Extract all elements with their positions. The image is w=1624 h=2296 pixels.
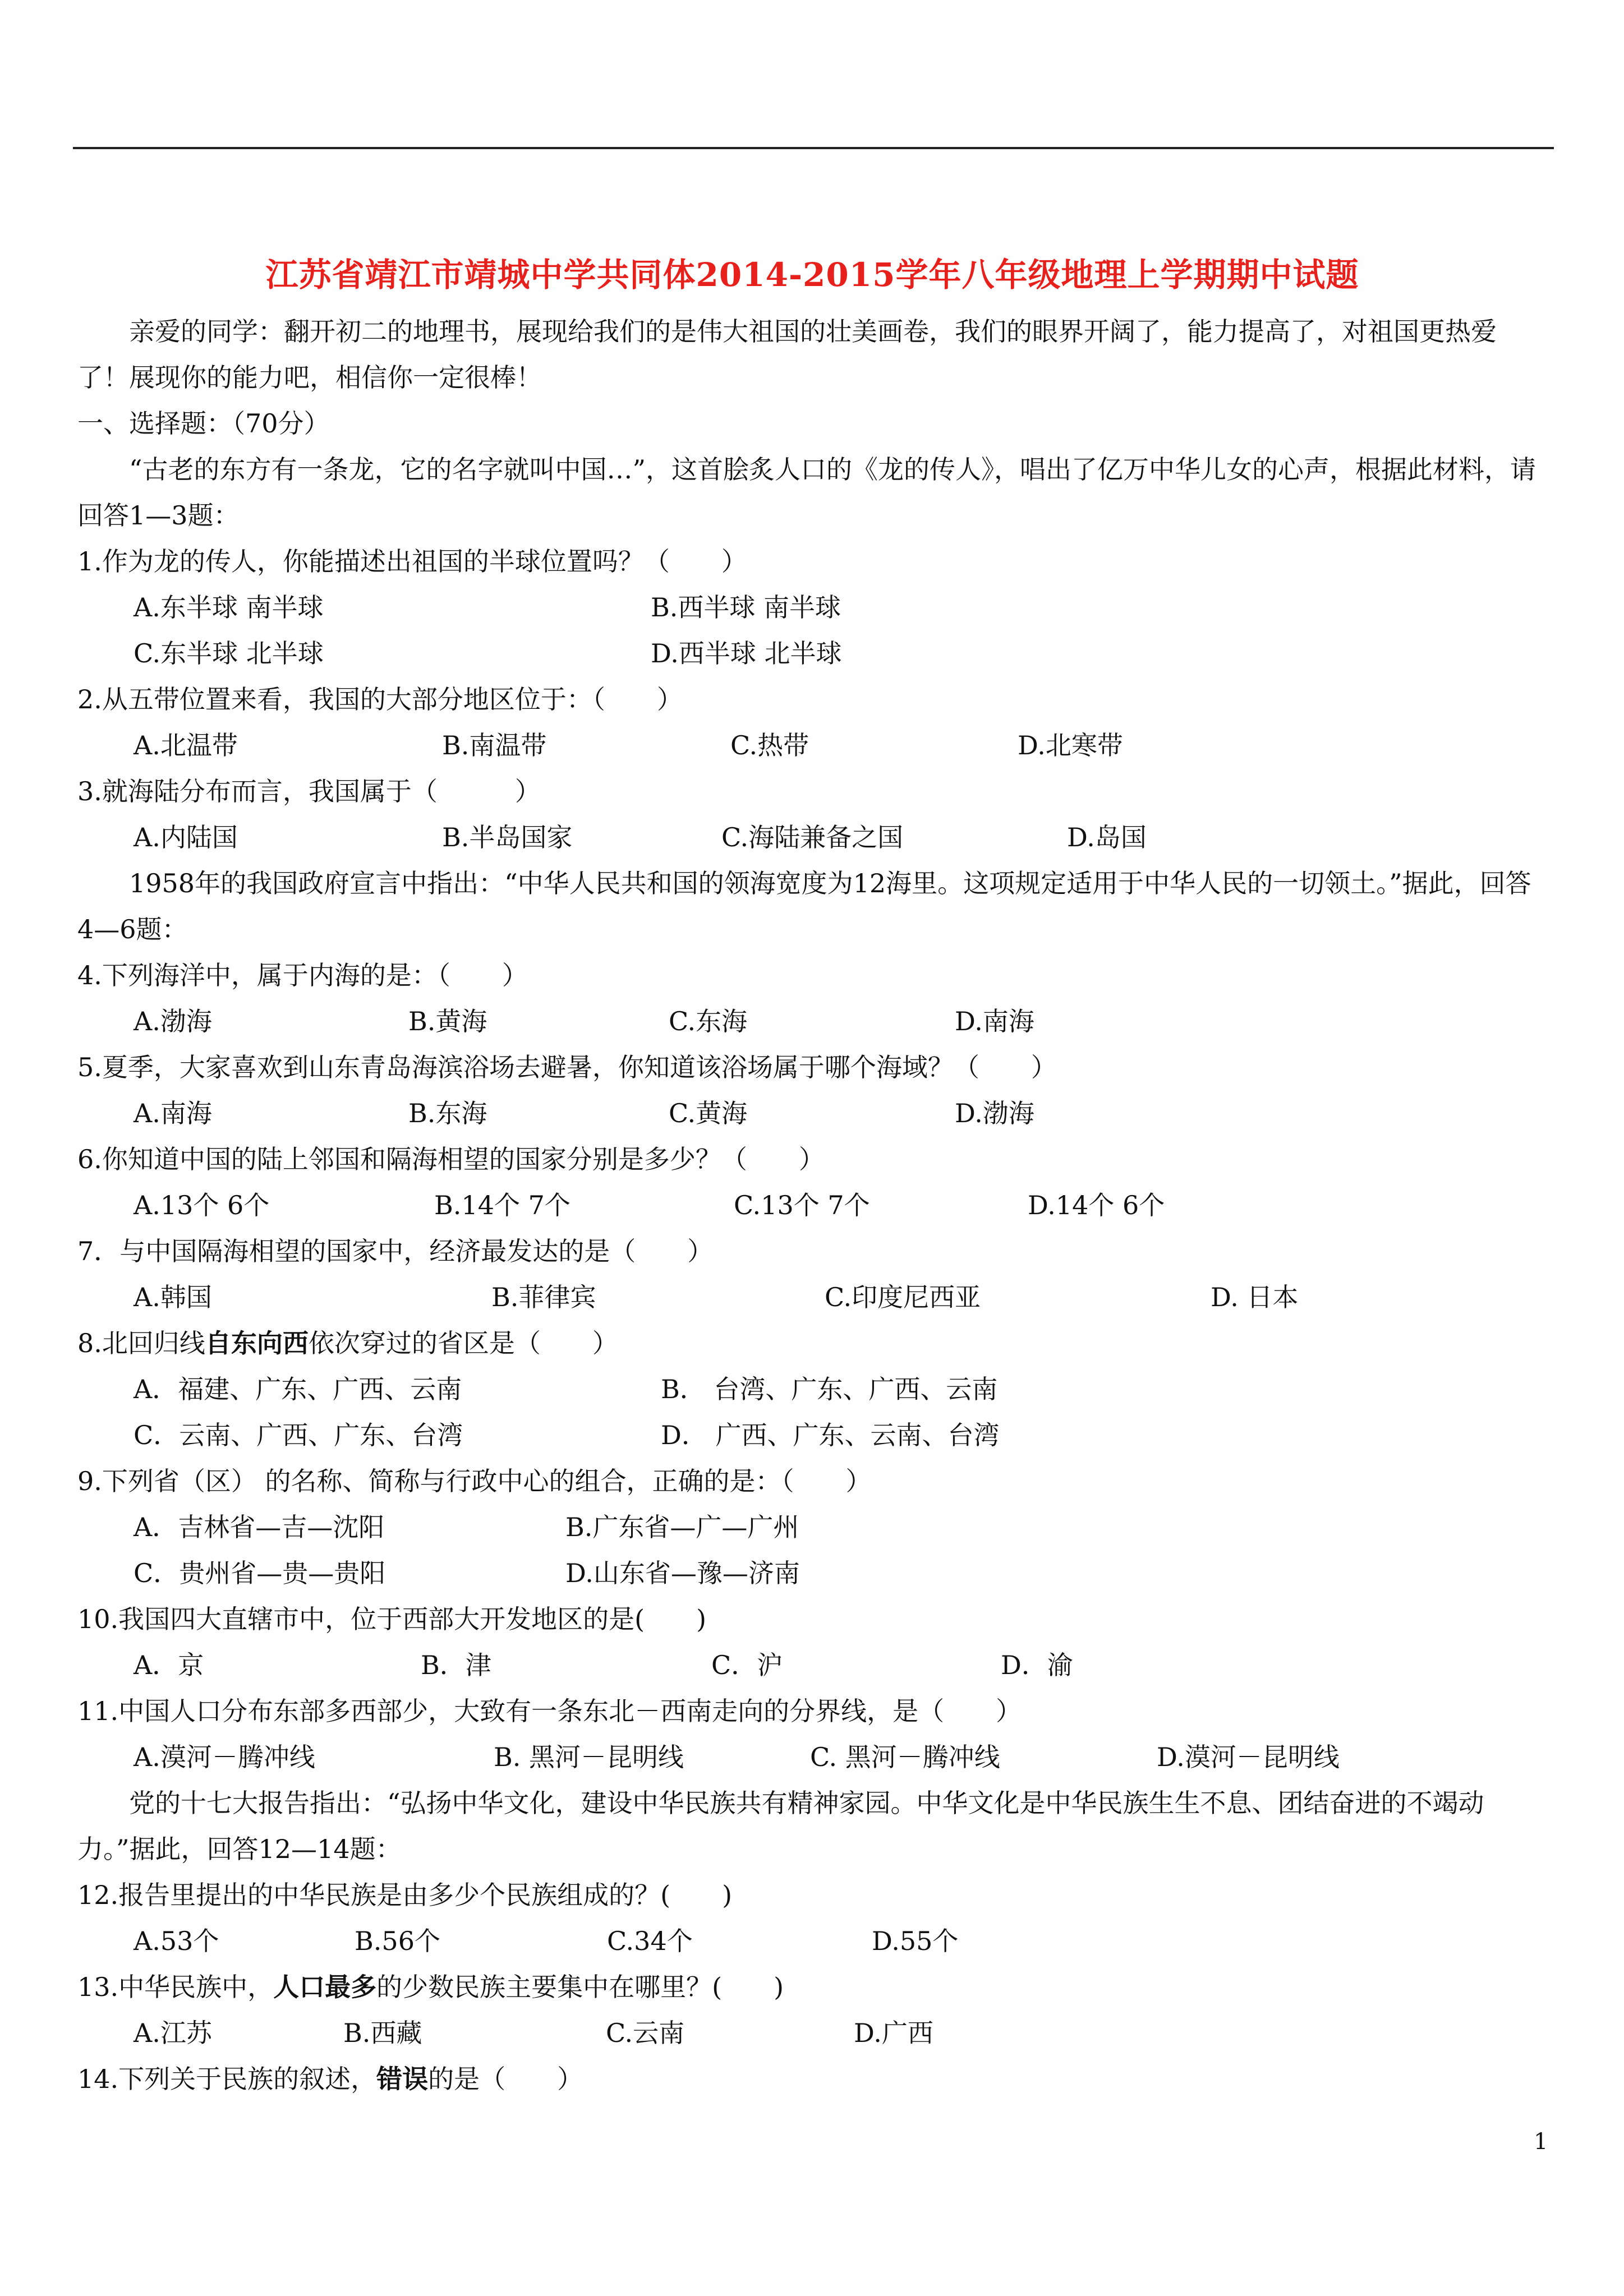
option-d: D.14个 6个 — [1028, 1190, 1165, 1220]
question-14: 14.下列关于民族的叙述，错误的是（ ） — [77, 2064, 583, 2094]
question-11-options — [77, 1734, 1547, 1780]
question-5: 5.夏季，大家喜欢到山东青岛海滨浴场去避暑，你知道该浴场属于哪个海域？（ ） — [77, 1052, 1057, 1082]
question-3: 3.就海陆分布而言，我国属于（ ） — [77, 776, 541, 806]
option-b: B. 黑河－昆明线 — [494, 1742, 684, 1772]
option-a: A．吉林省—吉—沈阳 — [134, 1512, 385, 1542]
option-b: B． 台湾、广东、广西、云南 — [661, 1374, 998, 1404]
question-9-options-row1 — [77, 1504, 1547, 1550]
question-9-options-row2 — [77, 1550, 1547, 1596]
option-c: C．云南、广西、广东、台湾 — [134, 1420, 463, 1450]
option-c: C.东海 — [669, 1006, 748, 1036]
option-b: B.东海 — [408, 1098, 487, 1128]
question-2-options — [77, 722, 1547, 768]
question-1-options-row1 — [77, 584, 1547, 630]
section-heading: 一、选择题：（70分） — [77, 408, 330, 439]
option-c: C.印度尼西亚 — [825, 1282, 981, 1312]
option-b: B.西藏 — [343, 2018, 422, 2048]
option-a: A.江苏 — [134, 2018, 212, 2048]
option-b: B.菲律宾 — [491, 1282, 596, 1312]
option-a: A.内陆国 — [134, 822, 238, 852]
question-4-options — [77, 998, 1547, 1044]
option-a: A．京 — [134, 1650, 204, 1680]
option-b: B.半岛国家 — [442, 822, 573, 852]
question-13-options — [77, 2010, 1547, 2056]
question-13: 13.中华民族中，人口最多的少数民族主要集中在哪里？( ) — [77, 1972, 784, 2002]
option-a: A.53个 — [134, 1926, 219, 1956]
option-a: A.13个 6个 — [134, 1190, 270, 1220]
page-title: 江苏省靖江市靖城中学共同体2014-2015学年八年级地理上学期期中试题 — [265, 256, 1359, 294]
passage-3: 党的十七大报告指出：“弘扬中华文化，建设中华民族共有精神家园。中华文化是中华民族生生不息、团结奋进的不竭动力。”据此，回答12—14题： — [77, 1788, 1484, 1864]
header-rule — [73, 147, 1554, 149]
option-a: A.渤海 — [134, 1006, 212, 1036]
option-c: C.34个 — [607, 1926, 693, 1956]
question-8: 8.北回归线自东向西依次穿过的省区是（ ） — [77, 1328, 618, 1358]
question-7: 7．与中国隔海相望的国家中，经济最发达的是（ ） — [77, 1236, 714, 1266]
option-b: B.56个 — [355, 1926, 440, 1956]
option-d: D． 广西、广东、云南、台湾 — [661, 1420, 1000, 1450]
option-a: A.东半球 南半球 — [134, 592, 324, 623]
option-b: B.黄海 — [408, 1006, 487, 1036]
question-8-options-row2 — [77, 1412, 1547, 1458]
question-4: 4.下列海洋中，属于内海的是：（ ） — [77, 960, 528, 990]
emphasis: 自东向西 — [205, 1328, 309, 1358]
option-d: D.南海 — [955, 1006, 1034, 1036]
question-12: 12.报告里提出的中华民族是由多少个民族组成的？( ) — [77, 1880, 733, 1910]
question-1: 1.作为龙的传人，你能描述出祖国的半球位置吗？（ ） — [77, 546, 747, 577]
option-b: B.西半球 南半球 — [651, 592, 841, 623]
question-5-options — [77, 1090, 1547, 1136]
emphasis: 错误 — [376, 2064, 429, 2094]
question-7-options — [77, 1274, 1547, 1320]
option-c: C.云南 — [606, 2018, 685, 2048]
passage-2: 1958年的我国政府宣言中指出：“中华人民共和国的领海宽度为12海里。这项规定适用于中华人民的一切领土。”据此，回答4—6题： — [77, 868, 1531, 944]
option-d: D.西半球 北半球 — [651, 638, 842, 668]
question-1-options-row2 — [77, 630, 1547, 676]
option-d: D.北寒带 — [1018, 730, 1123, 760]
option-b: B.南温带 — [442, 730, 547, 760]
option-c: C.海陆兼备之国 — [721, 822, 904, 852]
option-d: D.岛国 — [1067, 822, 1147, 852]
option-a: A.漠河－腾冲线 — [134, 1742, 315, 1772]
option-c: C.热带 — [730, 730, 809, 760]
option-d: D.漠河－昆明线 — [1157, 1742, 1340, 1772]
option-a: A.韩国 — [134, 1282, 212, 1312]
question-3-options — [77, 814, 1547, 860]
option-b: B.14个 7个 — [434, 1190, 571, 1220]
option-d: D.山东省—豫—济南 — [565, 1558, 800, 1588]
emphasis: 人口最多 — [273, 1972, 377, 2002]
option-d: D．渝 — [1001, 1650, 1073, 1680]
question-9: 9.下列省（区） 的名称、简称与行政中心的组合，正确的是：（ ） — [77, 1466, 872, 1496]
option-a: A．福建、广东、广西、云南 — [134, 1374, 462, 1404]
option-c: C.黄海 — [669, 1098, 748, 1128]
question-2: 2.从五带位置来看，我国的大部分地区位于：（ ） — [77, 684, 683, 714]
option-a: A.北温带 — [134, 730, 238, 760]
option-d: D. 日本 — [1211, 1282, 1299, 1312]
exam-page — [77, 247, 1547, 2102]
option-d: D.渤海 — [955, 1098, 1034, 1128]
question-8-options-row1 — [77, 1366, 1547, 1412]
option-d: D.广西 — [854, 2018, 933, 2048]
question-6: 6.你知道中国的陆上邻国和隔海相望的国家分别是多少？（ ） — [77, 1144, 825, 1174]
question-10: 10.我国四大直辖市中，位于西部大开发地区的是( ) — [77, 1604, 707, 1634]
option-d: D.55个 — [872, 1926, 959, 1956]
option-b: B．津 — [421, 1650, 491, 1680]
passage-1: “古老的东方有一条龙，它的名字就叫中国…”，这首脍炙人口的《龙的传人》，唱出了亿万中华儿女的心声，根据此材料，请回答1—3题： — [77, 454, 1536, 531]
intro-paragraph: 亲爱的同学：翻开初二的地理书，展现给我们的是伟大祖国的壮美画卷，我们的眼界开阔了，能力提高了，对祖国更热爱了！展现你的能力吧，相信你一定很棒！ — [77, 316, 1497, 393]
option-a: A.南海 — [134, 1098, 212, 1128]
option-c: C.东半球 北半球 — [134, 638, 324, 668]
page-number: 1 — [1534, 2129, 1548, 2155]
option-c: C．沪 — [711, 1650, 783, 1680]
question-12-options — [77, 1918, 1547, 1964]
question-6-options — [77, 1182, 1547, 1228]
option-b: B.广东省—广—广州 — [565, 1512, 799, 1542]
option-c: C. 黑河－腾冲线 — [810, 1742, 1000, 1772]
question-11: 11.中国人口分布东部多西部少，大致有一条东北－西南走向的分界线，是（ ） — [77, 1696, 1022, 1726]
option-c: C.13个 7个 — [734, 1190, 870, 1220]
option-c: C．贵州省—贵—贵阳 — [134, 1558, 386, 1588]
question-10-options — [77, 1642, 1547, 1688]
